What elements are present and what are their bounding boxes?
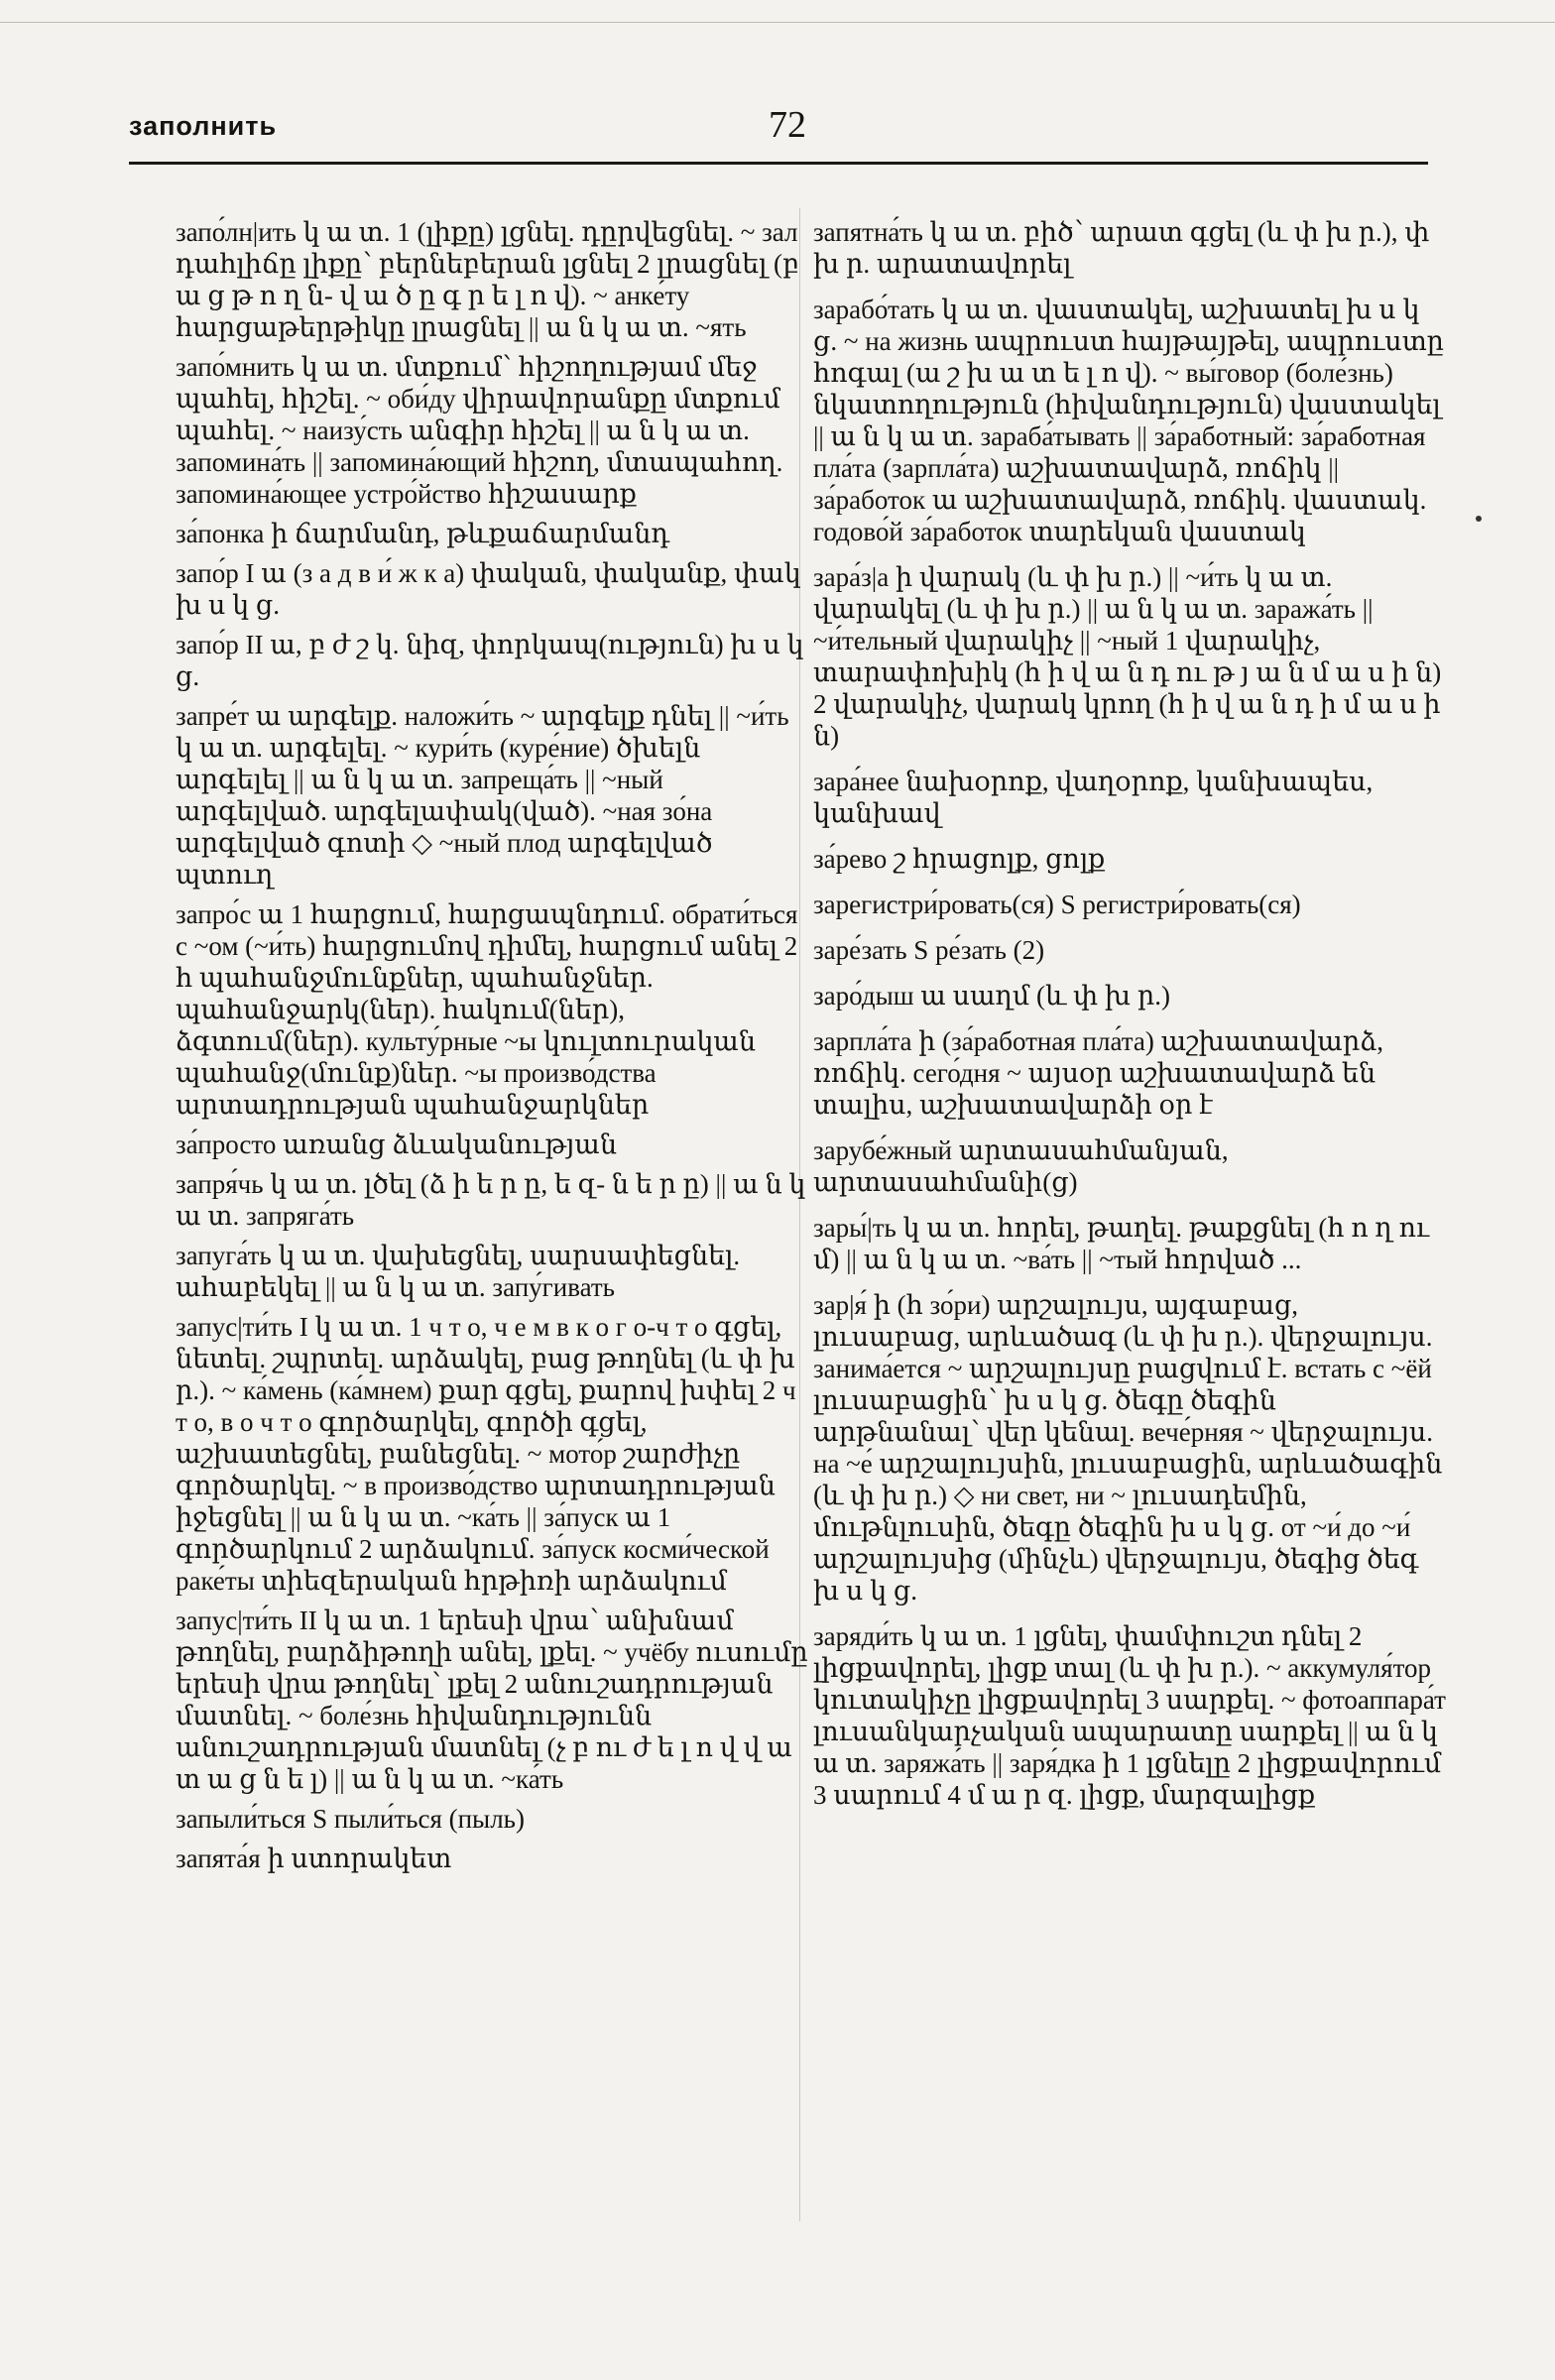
dictionary-entry: зарабо́тать կ ա տ. վաստակել, աշխատել խ ս կ ց. ~ на жизнь ապրուստ հայթայթել, ապրուստը հոգալ (ա շ խ ա տ ե լ ո վ). ~ вы́говор (боле́знь) նկատողություն (հիվանդություն) վաստակել || ա ն կ ա տ. зараба́тывать || за́работный: за́работная пла́та (зарпла́та) աշխատավարձ, ռոճիկ || за́работок ա աշխատավարձ, ռոճիկ. վաստակ. годово́й за́работок տարեկան վաստակ [813,295,1444,546]
dictionary-entry: запята́я ի ստորակետ [176,1844,452,1873]
top-edge-line [0,22,1555,23]
dictionary-entry: запо́р II ա, բ ժ շ կ. նիզ, փորկապ(ություն) խ ս կ ց. [176,630,804,691]
dictionary-entry: заряди́ть կ ա տ. 1 լցնել, փամփուշտ դնել 2 լիցքավորել, լիցք տալ (և փ խ ր.). ~ аккумуля́тор կուտակիչը լիցքավորել 3 սարքել. ~ фотоаппара́т լուսանկարչական ապարատը սարքել || ա ն կ ա տ. заряжа́ть || заря́дка ի 1 լցնելը 2 լիցքավորում 3 սարում 4 մ ա ր զ. լիցք, մարզալիցք [813,1621,1446,1810]
dictionary-entry: запо́р I ա (з а д в и́ ж к а) փական, փականք, փակ խ ս կ ց. [176,558,801,620]
right-column [813,216,1448,1825]
left-column [176,216,810,1882]
dictionary-entry: зары́|ть կ ա տ. հորել, թաղել. թաքցնել (հ ո ղ ու մ) || ա ն կ ա տ. ~ва́ть || ~тый հորված ... [813,1213,1430,1274]
running-head: заполнить [129,111,278,141]
page-header [129,99,1428,159]
dictionary-entry: запо́мнить կ ա տ. մտքում՝ հիշողությամ մեջ պահել, հիշել. ~ оби́ду վիրավորանքը մտքում պահել. ~ наизу́сть անգիր հիշել || ա ն կ ա տ. запомина́ть || запомина́ющий հիշող, մտապահող. запомина́ющее устро́йство հիշասարք [176,352,783,509]
page-number: 72 [769,104,806,146]
dictionary-entry: зара́з|а ի վարակ (և փ խ ր.) || ~и́ть կ ա տ. վարակել (և փ խ ր.) || ա ն կ ա տ. заража́ть || ~и́тельный վարակիչ || ~ный 1 վարակիչ, տարափոխիկ (հ ի վ ա ն դ ու թ յ ա ն մ ա ս ի ն) 2 վարակիչ, վարակ կրող (հ ի վ ա ն դ ի մ ա ս ի ն) [813,562,1442,751]
dictionary-entry: запус|ти́ть I կ ա տ. 1 ч т о, ч е м в к о г о-ч т о գցել, նետել. շպրտել. արձակել, բաց թողնել (և փ խ ր.). ~ ка́мень (ка́мнем) քար գցել, քարով խփել 2 ч т о, в о ч т о գործարկել, գործի գցել, աշխատեցնել, բանեցնել. ~ мото́р շարժիչը գործարկել. ~ в произво́дство արտադրության իջեցնել || ա ն կ ա տ. ~ка́ть || за́пуск ա 1 գործարկում 2 արձակում. за́пуск косми́ческой раке́ты տիեզերական հրթիռի արձակում [176,1312,796,1596]
dictionary-entry: запыли́ться S пыли́ться (пыль) [176,1804,525,1834]
dictionary-entry: зарпла́та ի (за́работная пла́та) աշխատավարձ, ռոճիկ. сего́дня ~ այսօր աշխատավարձ են տալիս, աշխատավարձի օր է [813,1026,1384,1120]
dictionary-entry: запо́лн|ить կ ա տ. 1 (լիքը) լցնել. դըրվեցնել. ~ зал դահլիճը լիքը՝ բերնեբերան լցնել 2 լրացնել (բ ա ց թ ո ղ ն- վ ա ծ ը գ ր ե լ ո վ). ~ анке́ту հարցաթերթիկը լրացնել || ա ն կ ա տ. ~ять [176,217,799,342]
dictionary-entry: зара́нее նախօրոք, վաղօրոք, կանխապես, կանխավ [813,767,1374,828]
dictionary-entry: заре́зать S ре́зать (2) [813,935,1045,965]
dictionary-entry: запуга́ть կ ա տ. վախեցնել, սարսափեցնել. ահաբեկել || ա ն կ ա տ. запу́гивать [176,1241,741,1302]
dictionary-entry: за́понка ի ճարմանդ, թևքաճարմանդ [176,519,670,548]
header-rule [129,162,1428,165]
dictionary-entry: запре́т ա արգելք. наложи́ть ~ արգելք դնել || ~и́ть կ ա տ. արգելել. ~ кури́ть (куре́ние) ծխելն արգելել || ա ն կ ա տ. запреща́ть || ~ный արգելված. արգելափակ(ված). ~ная зо́на արգելված գոտի ◇ ~ный плод արգելված պտուղ [176,701,789,890]
margin-dot [1476,516,1482,522]
dictionary-entry: зар|я́ ի (հ зо́ри) արշալույս, այգաբաց, լուսաբաց, արևածագ (և փ խ ր.). վերջալույս. занима́ется ~ արշալույսը բացվում է. встать с ~ёй լուսաբացին՝ խ ս կ ց. ծեգը ծեգին արթնանալ՝ վեր կենալ. вече́рняя ~ վերջալույս. на ~е́ արշալույսին, լուսաբացին, արևածագին (և փ խ ր.) ◇ ни свет, ни ~ լուսադեմին, մութնլուսին, ծեգը ծեգին խ ս կ ց. от ~и́ до ~и́ արշալույսից (մինչև) վերջալույս, ծեգից ծեգ խ ս կ ց. [813,1290,1443,1606]
dictionary-entry: запря́чь կ ա տ. լծել (ձ ի ե ր ը, ե զ- ն ե ր ը) || ա ն կ ա տ. запряга́ть [176,1169,806,1231]
dictionary-entry: зарегистри́ровать(ся) S регистри́ровать(ся) [813,890,1301,919]
dictionary-entry: зарубе́жный արտասահմանյան, արտասահմանի(ց) [813,1135,1229,1197]
dictionary-entry: заро́дыш ա սաղմ (և փ խ ր.) [813,981,1170,1011]
dictionary-entry: запятна́ть կ ա տ. բիծ՝ արատ գցել (և փ խ ր.), փ խ ր. արատավորել [813,217,1430,279]
dictionary-entry: за́просто առանց ձևականության [176,1130,618,1159]
dictionary-entry: запро́с ա 1 հարցում, հարցապնդում. обрати́ться с ~ом (~и́ть) հարցումով դիմել, հարցում անել 2 հ պահանջմունքներ, պահանջներ. պահանջարկ(ներ). հակում(ներ), ձգտում(ներ). культу́рные ~ы կուլտուրական պահանջ(մունք)ներ. ~ы произво́дства արտադրության պահանջարկներ [176,899,798,1120]
dictionary-entry: запус|ти́ть II կ ա տ. 1 երեսի վրա՝ անխնամ թողնել, բարձիթողի անել, լքել. ~ учёбу ուսումը երեսի վրա թողնել՝ լքել 2 անուշադրության մատնել. ~ боле́знь հիվանդությունն անուշադրության մատնել (չ բ ու ժ ե լ ո վ վ ա տ ա ց ն ե լ) || ա ն կ ա տ. ~ка́ть [176,1606,808,1794]
dictionary-entry: за́рево շ հրացոլք, ցոլք [813,844,1106,874]
